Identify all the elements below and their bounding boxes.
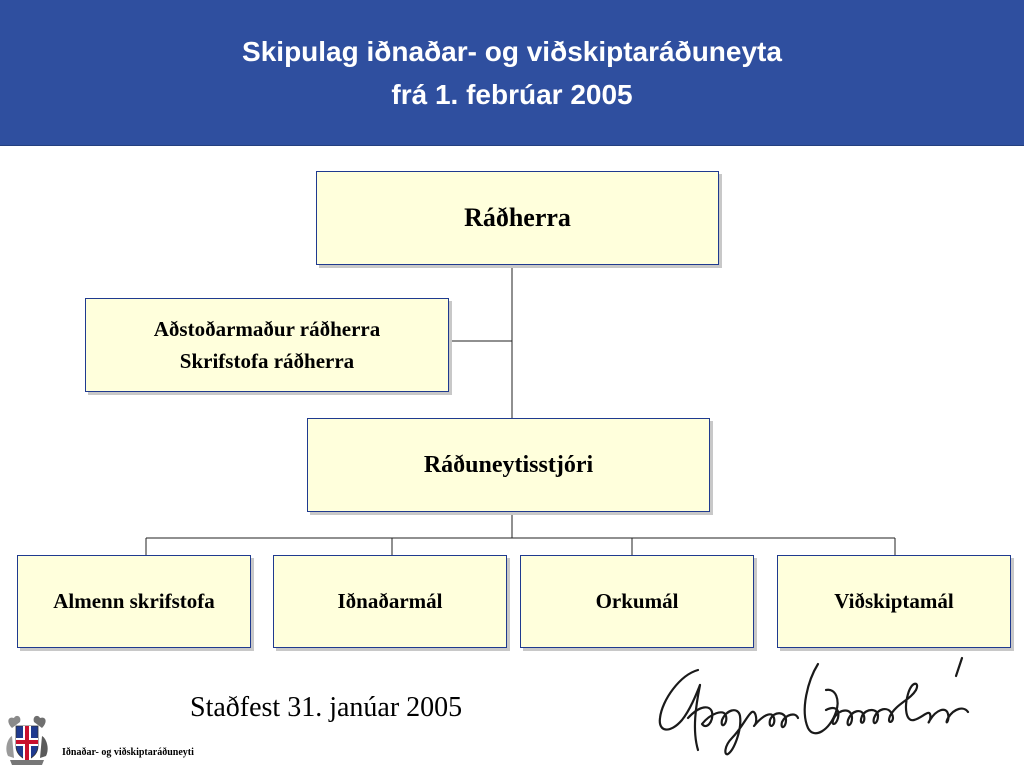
coat-of-arms-logo <box>4 712 50 766</box>
box-minister <box>316 171 719 265</box>
footer-ministry-name: Iðnaðar- og viðskiptaráðuneyti <box>62 747 194 758</box>
box-assistant-line2: Skrifstofa ráðherra <box>179 349 355 373</box>
box-department-1-label: Almenn skrifstofa <box>53 589 215 613</box>
box-department-2-label: Iðnaðarmál <box>337 589 443 613</box>
box-department-1 <box>17 555 251 648</box>
box-department-4 <box>777 555 1011 648</box>
box-department-2 <box>273 555 507 648</box>
box-assistant-line1: Aðstoðarmaður ráðherra <box>153 317 381 341</box>
page-title-line-1: Skipulag iðnaðar- og viðskiptaráðuneyta <box>242 36 782 67</box>
box-minister-label: Ráðherra <box>464 203 571 232</box>
page-title-line-2: frá 1. febrúar 2005 <box>391 79 633 110</box>
handwritten-signature <box>640 650 990 760</box>
box-assistant <box>85 298 449 392</box>
box-department-3-label: Orkumál <box>595 589 679 613</box>
box-department-4-label: Viðskiptamál <box>834 589 954 613</box>
box-permanent-secretary-label: Ráðuneytisstjóri <box>423 451 594 478</box>
box-permanent-secretary <box>307 418 710 512</box>
confirmation-date: Staðfest 31. janúar 2005 <box>190 692 463 723</box>
box-department-3 <box>520 555 754 648</box>
